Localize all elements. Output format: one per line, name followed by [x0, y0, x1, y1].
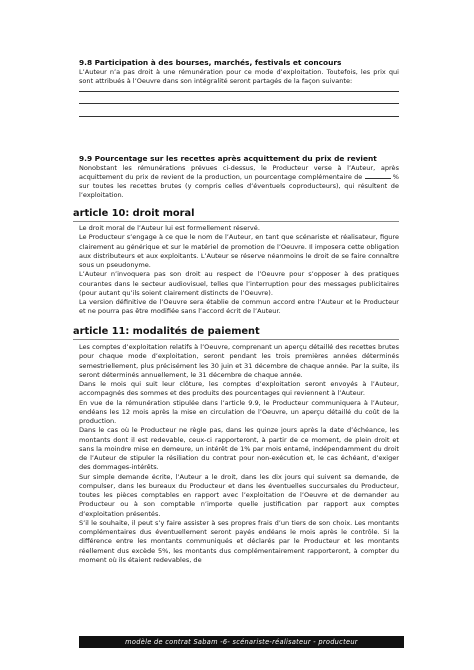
percentage-blank [365, 173, 391, 179]
article-11-paragraph: Dans le cas où le Producteur ne règle pas, dans les quinze jours après la date d’échéance, les montants dont il est redevable, ceux-ci rapporteront, à partir de ce moment, de plein droit et sans la moindre mise en demeure, un intérêt de 1% par mois entamé, indépendamment du droit de l’Auteur de stipuler la résiliation du contrat pour non-exécution et, le cas échéant, d’exiger des dommages-intérêts. [79, 426, 399, 472]
section-9-9-text [79, 164, 399, 201]
fill-in-line [79, 116, 399, 117]
article-10-paragraph: Le droit moral de l’Auteur lui est formellement réservé. [79, 224, 260, 232]
footer-text: modèle de contrat Sabam -6- scénariste-réalisateur - producteur [125, 638, 358, 646]
article-10-paragraph: La version définitive de l’Oeuvre sera établie de commun accord entre l’Auteur et le Producteur et ne pourra pas être modifiée sans l’accord écrit de l’Auteur. [79, 298, 399, 316]
section-9-9-text-end: % sur toutes les recettes brutes (y compris celles d’éventuels coproducteurs), qui résultent de l’exploitation. [79, 172, 399, 200]
article-11-paragraph: Les comptes d’exploitation relatifs à l’Oeuvre, comprenant un aperçu détaillé des recettes brutes pour chaque mode d’exploitation, seront pendant les trois premières années déterminés semestriellement, plus précisément les 30 juin et 31 décembre de chaque année. Par la suite, ils seront déterminés annuellement, le 31 décembre de chaque année. [79, 343, 399, 379]
section-9-9 [79, 154, 399, 201]
section-9-8-title: 9.8 Participation à des bourses, marchés, festivals et concours [79, 58, 342, 67]
article-11-paragraph: Sur simple demande écrite, l’Auteur a le droit, dans les dix jours qui suivent sa demande, de compulser, dans les bureaux du Producteur et dans les éventuelles succursales du Producteur, toutes les pièces comptables en rapport avec l’exploitation de l’Oeuvre et de demander au Producteur ou à son comptable n’importe quelle justification par rapport aux comptes d’exploitation présentés. [79, 472, 399, 518]
article-10-body [79, 224, 399, 317]
article-11-paragraph: S’il le souhaite, il peut s’y faire assister à ses propres frais d’un tiers de son choix. Les montants complémentaires dus éventuellement seront payés endéans le mois après le contrôle. Si la différence entre les montants communiqués et déclarés par le Producteur et les montants réellement dus excède 5%, les montants dus complémentairement rapporteront, à compter du moment où ils étaient redevables, de [79, 518, 399, 564]
article-11-paragraph: Dans le mois qui suit leur clôture, les comptes d’exploitation seront envoyés à l’Auteur, accompagnés des sommes et des produits des pourcentages qui reviennent à l’Auteur. [79, 380, 399, 398]
fill-in-line [79, 103, 399, 104]
section-9-8-text: L’Auteur n’a pas droit à une rémunération pour ce mode d’exploitation. Toutefois, les prix qui sont attribués à l’Oeuvre dans son intégralité seront partagés de la façon suivante: [79, 67, 399, 85]
article-10-paragraph: Le Producteur s’engage à ce que le nom de l’Auteur, en tant que scénariste et réalisateur, figure clairement au générique et sur le matériel de promotion de l’Oeuvre. Il imposera cette obligation aux distributeurs et aux exploitants. L’Auteur se réserve néanmoins le droit de se faire connaître sous un pseudonyme. [79, 233, 399, 269]
footer-bar [79, 636, 404, 648]
article-11-paragraph: En vue de la rémunération stipulée dans l’article 9.9, le Producteur communiquera à l’Auteur, endéans les 12 mois après la mise en circulation de l’Oeuvre, un aperçu détaillé du coût de la production. [79, 398, 399, 425]
fill-in-lines [79, 91, 399, 117]
article-11-title: article 11: modalités de paiement [73, 326, 399, 340]
section-9-8 [79, 58, 399, 128]
article-10-title: article 10: droit moral [73, 208, 399, 222]
section-9-9-text-start: Nonobstant les rémunérations prévues ci-dessus, le Producteur verse à l’Auteur, après acquittement du prix de revient de la production, un pourcentage complémentaire de [79, 163, 399, 181]
article-10-paragraph: L’Auteur n’invoquera pas son droit au respect de l’Oeuvre pour s’opposer à des pratiques courantes dans le secteur audiovisuel, telles que l’interruption pour des messages publicitaires (pour autant qu’ils soient clairement distincts de l’Oeuvre). [79, 270, 399, 297]
fill-in-line [79, 91, 399, 92]
article-11-body [79, 343, 399, 565]
section-9-9-title: 9.9 Pourcentage sur les recettes après acquittement du prix de revient [79, 154, 377, 163]
